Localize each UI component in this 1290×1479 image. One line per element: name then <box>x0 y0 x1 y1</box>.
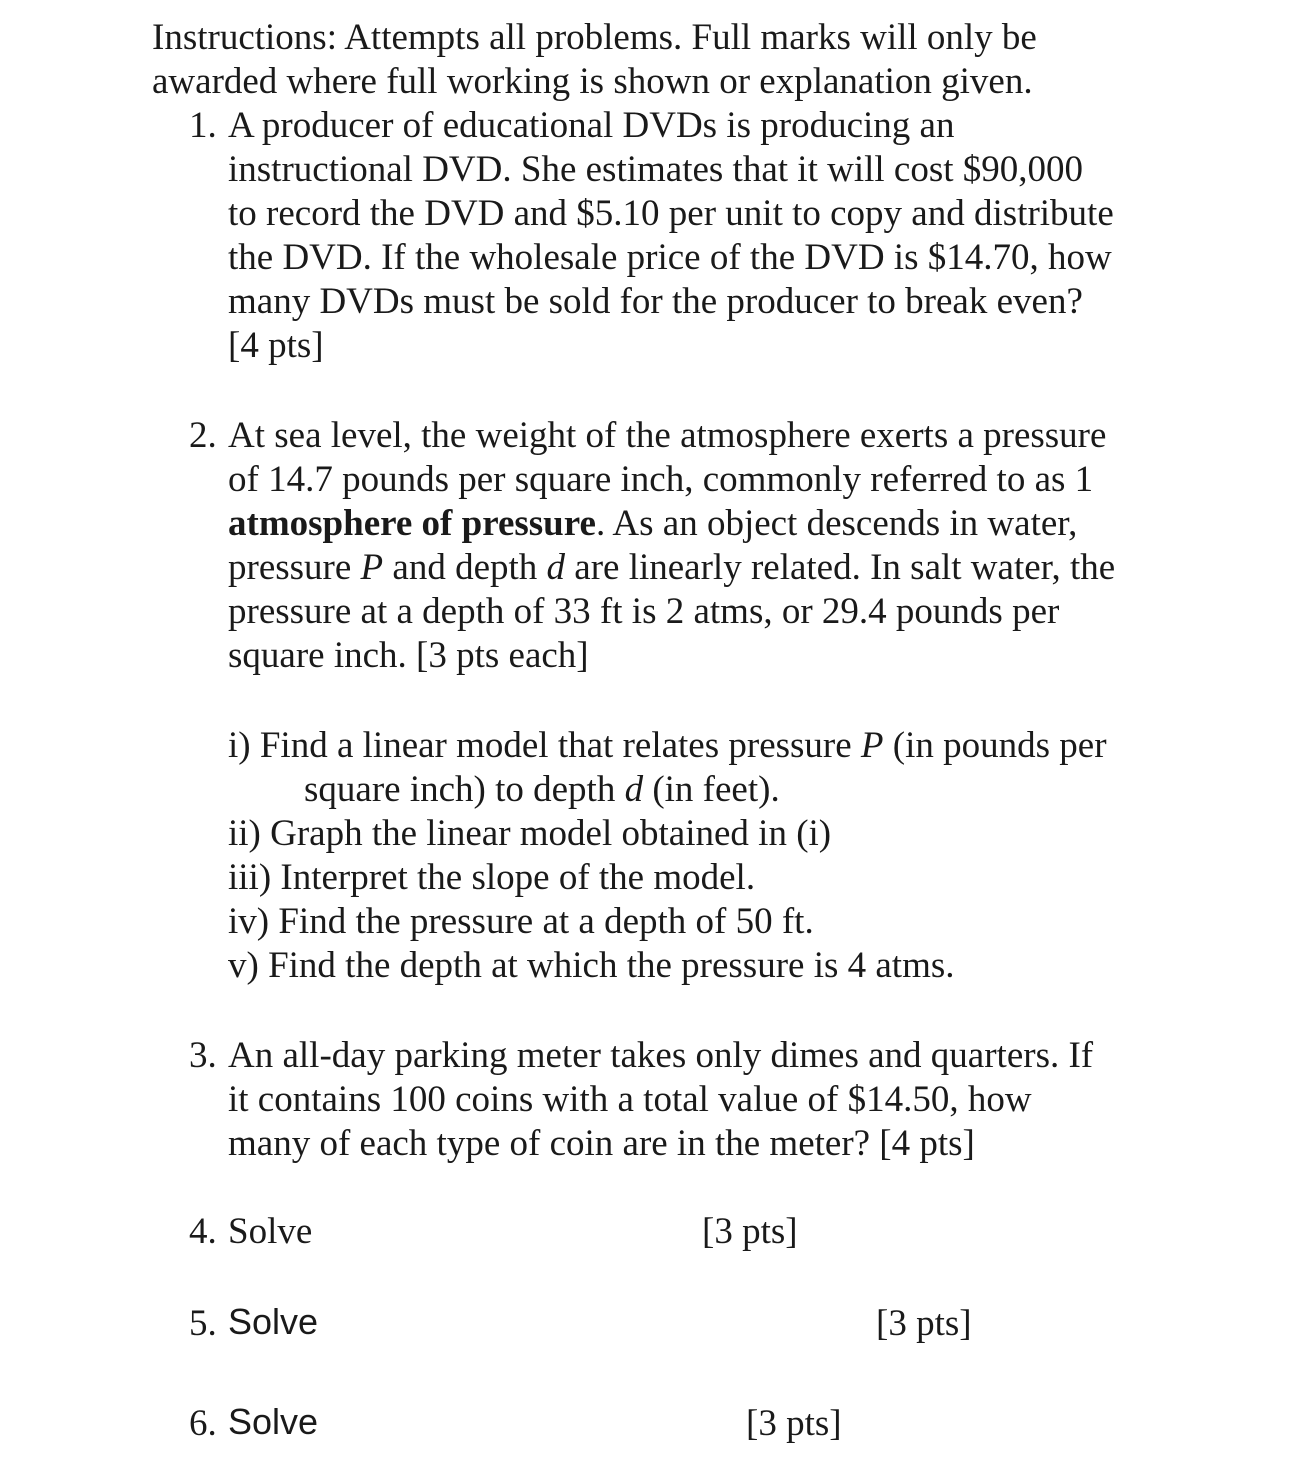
instructions-line-2: awarded where full working is shown or explanation given. <box>152 61 1033 102</box>
problem-1-number: 1. <box>189 105 217 146</box>
problem-3-line-3: many of each type of coin are in the meter? [4 pts] <box>228 1123 975 1164</box>
variable-d: d <box>546 547 566 588</box>
problem-2-part-i-continued <box>304 768 780 812</box>
problem-2-line-5: pressure at a depth of 33 ft is 2 atms, or 29.4 pounds per <box>228 591 1060 632</box>
variable-P: P <box>860 725 884 766</box>
problem-2-number: 2. <box>189 415 217 456</box>
problem-2-line-1: At sea level, the weight of the atmosphere exerts a pressure <box>228 415 1107 456</box>
problem-4-points: [3 pts] <box>702 1211 798 1252</box>
text-segment: are linearly related. In salt water, the <box>565 547 1116 588</box>
problem-6-label: Solve <box>228 1401 319 1442</box>
problem-1-line-2: instructional DVD. She estimates that it will cost $90,000 <box>228 149 1084 190</box>
problem-2-part-v: v) Find the depth at which the pressure is 4 atms. <box>228 945 955 986</box>
text-segment: (in feet). <box>643 769 780 810</box>
problem-2-part-i <box>228 724 1107 768</box>
problem-2-part-iv: iv) Find the pressure at a depth of 50 ft. <box>228 901 814 942</box>
problem-6-number: 6. <box>189 1403 217 1444</box>
text-segment: i) Find a linear model that relates pressure <box>228 725 861 766</box>
problem-2-line-3 <box>228 502 1077 546</box>
problem-4-number: 4. <box>189 1211 217 1252</box>
problem-2-line-2: of 14.7 pounds per square inch, commonly referred to as 1 <box>228 459 1094 500</box>
variable-P: P <box>360 547 384 588</box>
problem-1-line-5: many DVDs must be sold for the producer to break even? <box>228 281 1083 322</box>
problem-2-part-ii: ii) Graph the linear model obtained in (i) <box>228 813 832 854</box>
text-segment: (in pounds per <box>883 725 1107 766</box>
text-segment: square inch) to depth <box>304 769 625 810</box>
problem-2-line-3-rest: . As an object descends in water, <box>595 503 1078 544</box>
text-segment: and depth <box>383 547 547 588</box>
problem-5-number: 5. <box>189 1303 217 1344</box>
problem-5-points: [3 pts] <box>876 1303 972 1344</box>
problem-3-line-2: it contains 100 coins with a total value of $14.50, how <box>228 1079 1032 1120</box>
problem-5-label: Solve <box>228 1301 319 1342</box>
instructions-line-1: Instructions: Attempts all problems. Full marks will only be <box>152 17 1037 58</box>
problem-2-line-4 <box>228 546 1115 590</box>
problem-3-line-1: An all-day parking meter takes only dimes and quarters. If <box>228 1035 1094 1076</box>
problem-6-points: [3 pts] <box>746 1403 842 1444</box>
problem-2-part-iii: iii) Interpret the slope of the model. <box>228 857 756 898</box>
problem-3-number: 3. <box>189 1035 217 1076</box>
variable-d: d <box>624 769 644 810</box>
problem-1-line-1: A producer of educational DVDs is producing an <box>228 105 955 146</box>
problem-2-line-6: square inch. [3 pts each] <box>228 635 589 676</box>
problem-1-points: [4 pts] <box>228 325 324 366</box>
text-segment: pressure <box>228 547 361 588</box>
bold-term-atmosphere-of-pressure: atmosphere of pressure <box>228 503 596 544</box>
problem-1-line-3: to record the DVD and $5.10 per unit to copy and distribute <box>228 193 1114 234</box>
problem-1-line-4: the DVD. If the wholesale price of the DVD is $14.70, how <box>228 237 1112 278</box>
problem-4-label: Solve <box>228 1211 313 1252</box>
